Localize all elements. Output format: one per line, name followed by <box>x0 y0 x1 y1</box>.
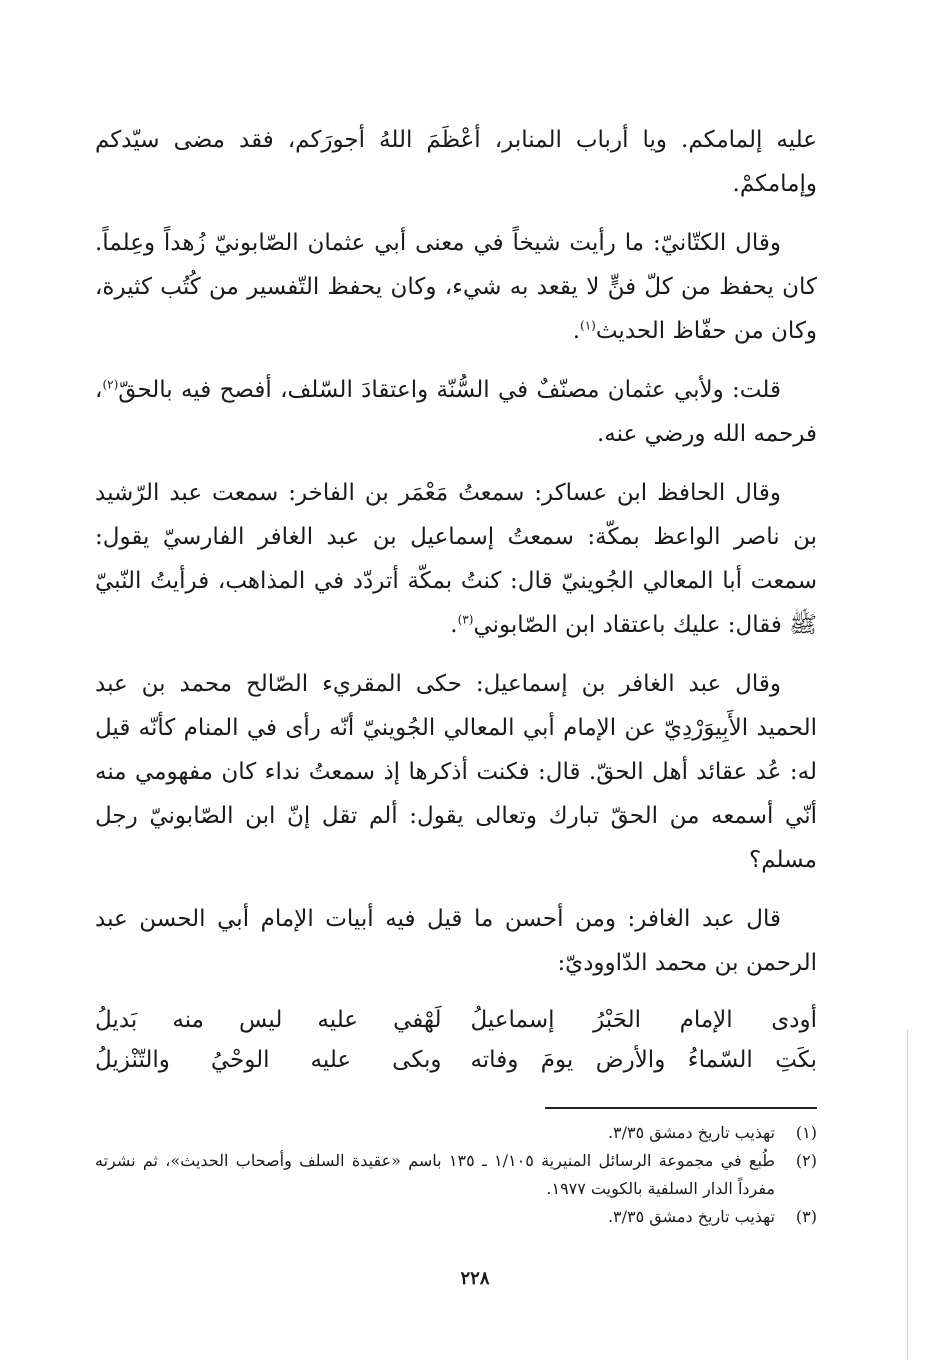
footnote-separator <box>545 1107 817 1109</box>
footnote-ref-3[interactable]: (٣) <box>457 612 474 627</box>
footnote-ref-2[interactable]: (٢) <box>102 377 119 392</box>
verse-first-hemistich: بكَتِ السّماءُ والأرض يومَ وفاته <box>470 1047 817 1073</box>
footnote-text: تهذيب تاريخ دمشق ٣/٣٥. <box>607 1207 775 1226</box>
poem-verse <box>95 1000 817 1040</box>
footnote-text: تهذيب تاريخ دمشق ٣/٣٥. <box>607 1123 775 1142</box>
page-number: ٢٢٨ <box>460 1268 490 1289</box>
verse-first-hemistich: أودى الإمام الحَبْرُ إسماعيلُ <box>470 1007 817 1033</box>
paragraph-1: عليه إلمامكم. ويا أرباب المنابر، أعْظَمَ اللهُ أجورَكم، فقد مضى سيّدكم وإمامكمْ. <box>95 127 817 197</box>
paragraph-2: وقال الكتّانيّ: ما رأيت شيخاً في معنى أبي عثمان الصّابونيّ زُهداً وعِلماً. كان يحفظ من كلّ فنٍّ لا يقعد به شيء، وكان يحفظ التّفسير من كُتُب كثيرة، وكان من حفّاظ الحديث$^{(١)}$. <box>95 230 817 344</box>
paragraph-3: قلت: ولأبي عثمان مصنّفٌ في السُّنّة واعتقادَ السّلف، أفصح فيه بالحقّ$^{(٢)}$، فرحمه الله ورضي عنه. <box>95 377 817 447</box>
footnote-ref-1[interactable]: (١) <box>580 318 596 333</box>
paragraph-4: وقال الحافظ ابن عساكر: سمعتُ مَعْمَر بن الفاخر: سمعت عبد الرّشيد بن ناصر الواعظ بمكّة: سمعتُ إسماعيل بن عبد الغافر الفارسيّ يقول: سمعت أبا المعالي الجُوينيّ قال: كنتُ بمكّة أتردّد في المذاهب، فرأيتُ النّبيّ ﷺ فقال: عليك باعتقاد ابن الصّابوني$^{(٣)}$. <box>95 480 817 638</box>
page-edge-shadow <box>907 1030 908 1360</box>
main-text <box>95 118 817 1080</box>
footnote-number: (٢) <box>795 1151 817 1170</box>
footnotes <box>95 1107 817 1231</box>
footnote-item <box>95 1203 817 1231</box>
poem-verse <box>95 1040 817 1080</box>
footnote-number: (٣) <box>795 1207 817 1226</box>
footnote-text: طُبع في مجموعة الرسائل المنيرية ١/١٠٥ ـ ١٣٥ باسم «عقيدة السلف وأصحاب الحديث»، ثم نشرته مفرداً الدار السلفية بالكويت ١٩٧٧. <box>95 1151 776 1198</box>
verse-second-hemistich: وبكى عليه الوحْيُ والتّنْزيلُ <box>95 1047 442 1073</box>
verse-second-hemistich: لَهْفي عليه ليس منه بَديلُ <box>95 1007 442 1033</box>
footnote-item <box>95 1147 817 1203</box>
paragraph-6: قال عبد الغافر: ومن أحسن ما قيل فيه أبيات الإمام أبي الحسن عبد الرحمن بن محمد الدّاووديّ: <box>95 906 817 976</box>
poem <box>95 1000 817 1080</box>
paragraph-5: وقال عبد الغافر بن إسماعيل: حكى المقريء الصّالح محمد بن عبد الحميد الأَبِيوَرْدِيّ عن الإمام أبي المعالي الجُوينيّ أنّه رأى في المنام كأنّه قيل له: عُد عقائد أهل الحقّ. قال: فكنت أذكرها إذ سمعتُ نداء كان مفهومي منه أنّي أسمعه من الحقّ تبارك وتعالى يقول: ألم تقل إنّ ابن الصّابونيّ رجل مسلم؟ <box>95 671 817 873</box>
footnote-number: (١) <box>795 1123 817 1142</box>
footnote-item <box>95 1119 817 1147</box>
